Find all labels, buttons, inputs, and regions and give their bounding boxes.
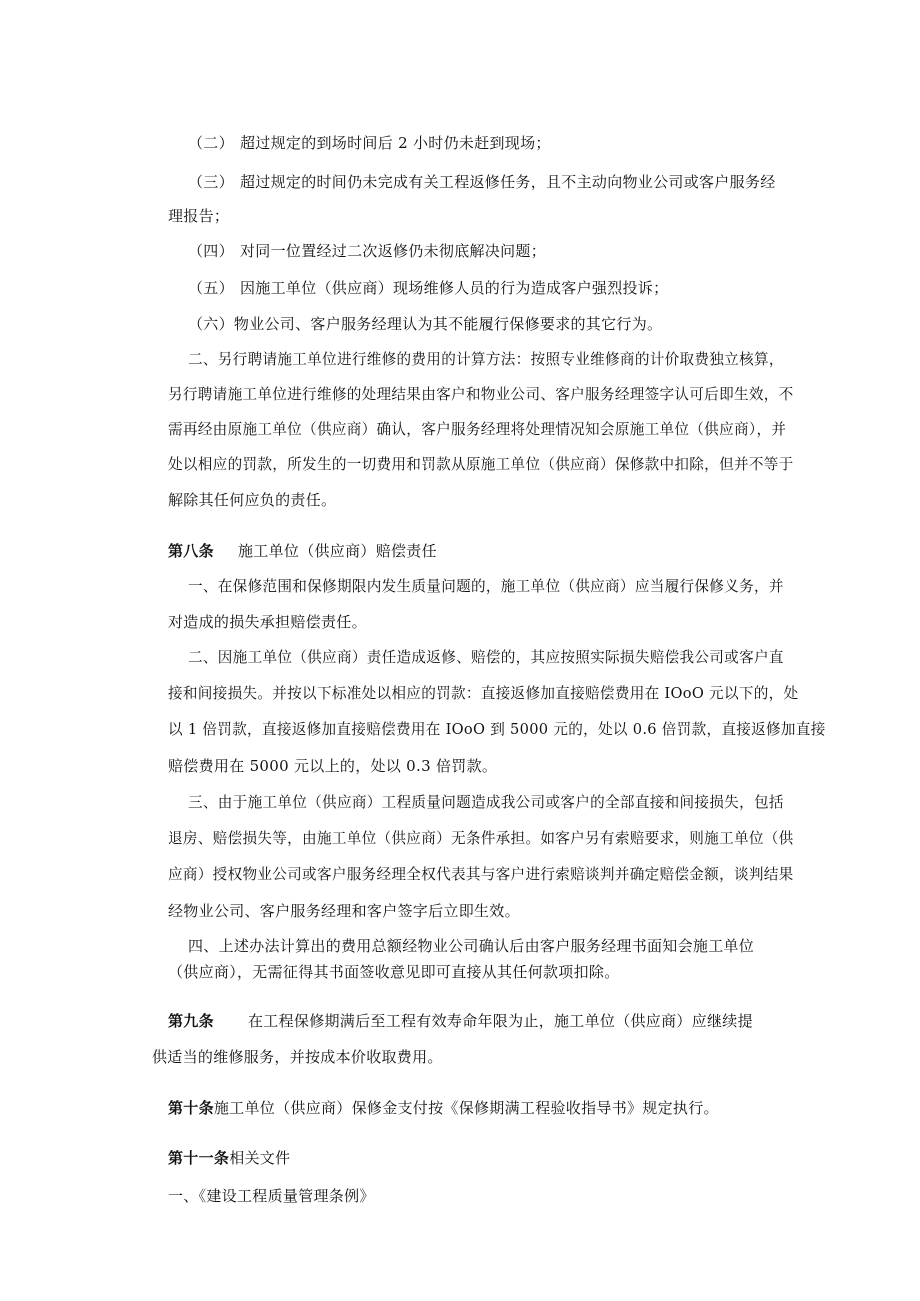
article-9-line2: 供适当的维修服务，并按成本价收取费用。 (152, 1048, 443, 1066)
item-4-label: （四） (188, 242, 234, 260)
item-6: （六）物业公司、客户服务经理认为其不能履行保修要求的其它行为。 (188, 315, 663, 333)
item-2-text: 超过规定的到场时间后 2 小时仍未赶到现场； (240, 134, 551, 152)
para-2-line5: 解除其任何应负的责任。 (168, 491, 337, 509)
article-9-number: 第九条 (168, 1012, 214, 1030)
article-11-number: 第十一条 (168, 1149, 230, 1167)
item-5-text: 因施工单位（供应商）现场维修人员的行为造成客户强烈投诉； (240, 279, 669, 297)
item-4-text: 对同一位置经过二次返修仍未彻底解决问题； (240, 242, 547, 260)
item-2 (188, 133, 808, 153)
art8-p3-line2: 退房、赔偿损失等，由施工单位（供应商）无条件承担。如客户另有索赔要求，则施工单位（供 (168, 830, 794, 847)
article-10-number: 第十条 (168, 1099, 214, 1117)
article-10-text: 施工单位（供应商）保修金支付按《保修期满工程验收指导书》规定执行。 (213, 1099, 719, 1117)
para-2-line2: 另行聘请施工单位进行维修的处理结果由客户和物业公司、客户服务经理签字认可后即生效，不 (168, 386, 794, 403)
article-8-number: 第八条 (168, 542, 214, 560)
art8-p1-line1: 一、在保修范围和保修期限内发生质量问题的，施工单位（供应商）应当履行保修义务，并 (188, 578, 784, 595)
item-3-text-line1: 超过规定的时间仍未完成有关工程返修任务，且不主动向物业公司或客户服务经 (240, 173, 776, 191)
article-10 (168, 1098, 788, 1118)
art8-p2-line4: 赔偿费用在 5000 元以上的，处以 0.3 倍罚款。 (168, 757, 498, 775)
article-8-heading (168, 541, 788, 561)
item-5 (188, 278, 808, 298)
article-11-item1: 一、《建设工程质量管理条例》 (168, 1187, 375, 1205)
item-4 (188, 241, 808, 261)
art8-p1-line2: 对造成的损失承担赔偿责任。 (168, 613, 367, 631)
art8-p3-line1: 三、由于施工单位（供应商）工程质量问题造成我公司或客户的全部直接和间接损失，包括 (188, 794, 784, 811)
article-9-line1: 在工程保修期满后至工程有效寿命年限为止，施工单位（供应商）应继续提 (248, 1012, 753, 1030)
article-8-title: 施工单位（供应商）赔偿责任 (238, 542, 437, 560)
item-3 (188, 172, 788, 192)
art8-p2-line2: 接和间接损失。并按以下标准处以相应的罚款：直接返修加直接赔偿费用在 IOoO 元以下的，处 (168, 685, 799, 702)
article-11-title: 相关文件 (229, 1149, 291, 1167)
art8-p4-line2: （供应商），无需征得其书面签收意见即可直接从其任何款项扣除。 (168, 963, 620, 981)
article-11 (168, 1148, 788, 1168)
art8-p4-line1: 四、上述办法计算出的费用总额经物业公司确认后由客户服务经理书面知会施工单位 (188, 937, 755, 955)
item-2-label: （二） (188, 134, 234, 152)
para-2-line3: 需再经由原施工单位（供应商）确认，客户服务经理将处理情况知会原施工单位（供应商），并 (168, 421, 787, 438)
item-3-label: （三） (188, 173, 234, 191)
art8-p3-line4: 经物业公司、客户服务经理和客户签字后立即生效。 (168, 902, 520, 920)
para-2-line4: 处以相应的罚款，所发生的一切费用和罚款从原施工单位（供应商）保修款中扣除，但并不等于 (168, 456, 794, 473)
art8-p2-line3: 以 1 倍罚款，直接返修加直接赔偿费用在 IOoO 到 5000 元的，处以 0.6 倍罚款，直接返修加直接 (168, 721, 826, 738)
para-2-line1: 二、另行聘请施工单位进行维修的费用的计算方法：按照专业维修商的计价取费独立核算， (188, 351, 784, 368)
art8-p3-line3: 应商）授权物业公司或客户服务经理全权代表其与客户进行索赔谈判并确定赔偿金额，谈判结果 (168, 866, 794, 883)
item-5-label: （五） (188, 279, 234, 297)
item-3-line2: 理报告； (168, 207, 230, 225)
art8-p2-line1: 二、因施工单位（供应商）责任造成返修、赔偿的，其应按照实际损失赔偿我公司或客户直 (188, 649, 784, 666)
article-9 (168, 1011, 788, 1031)
